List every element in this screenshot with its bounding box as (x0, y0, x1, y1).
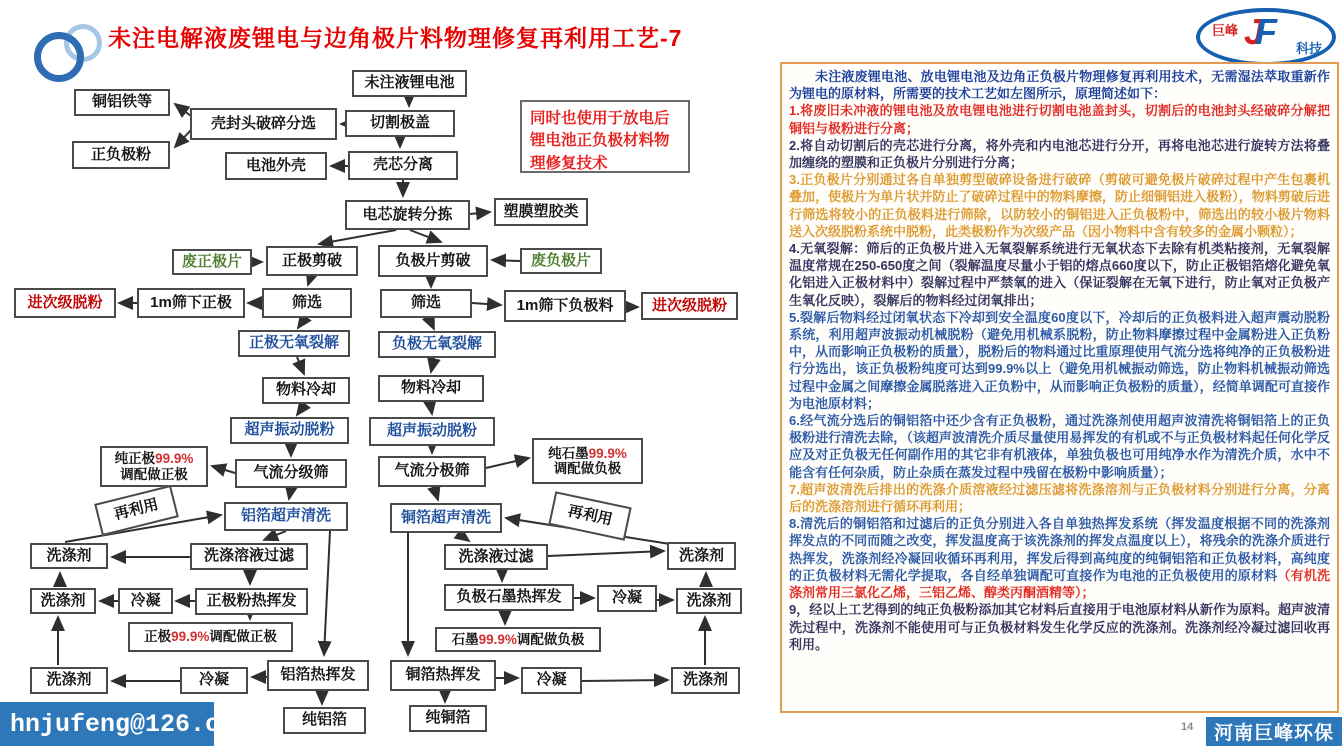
flow-node-airflow-sieve-right: 气流分极筛 (378, 456, 486, 487)
company-name: 河南巨峰环保 (1213, 723, 1334, 744)
flow-node-condense-4: 冷凝 (521, 667, 582, 694)
company-footer-box (1206, 717, 1342, 746)
flow-node-al-foil-clean: 铝箔超声清洗 (224, 502, 348, 531)
flow-node-plastic-film: 塑膜塑胶类 (494, 198, 588, 226)
flow-node-pure-graphite: 纯石墨99.9% 调配做负极 (532, 438, 643, 484)
flow-node-pos-powder-evap: 正极粉热挥发 (195, 588, 308, 615)
flow-node-shell-head: 壳封头破碎分选 (190, 108, 337, 140)
panel-item-9: 9，经以上工艺得到的纯正负极粉添加其它材料后直接用于电池原材料从新作为原料。超声波清洗过程中，洗涤剂不能使用可与正负极材料发生化学反应的洗涤剂。洗涤剂经冷凝过滤回收再利用。 (789, 602, 1330, 652)
flow-node-pos-shear: 正极剪破 (266, 246, 358, 276)
panel-item-4: 4.无氧裂解：筛后的正负极片进入无氧裂解系统进行无氧状态下去除有机类粘接剂，无氧裂解温度常规在250-650度之间（裂解温度尽量小于铝的熔点660度以下，防止正极铝箔熔化避免氧化铝进入正极材料中）裂解过程中严禁氧的进入（保证裂解在无氧下进行，防止氧对正负极产生氧化反映），裂解后的物料经过闭氧排出； (789, 241, 1330, 308)
company-logo (1196, 8, 1336, 66)
flow-node-wash-solution-filter: 洗涤溶液过滤 (190, 543, 308, 570)
flow-node-waste-pos-sheet: 废正极片 (172, 249, 252, 275)
flow-node-detergent-5: 洗涤剂 (676, 588, 742, 614)
flow-node-cu-foil-evap: 铜箔热挥发 (390, 660, 496, 691)
panel-item-5: 5.裂解后物料经过闭氧状态下冷却到安全温度60度以下，冷却后的正负极料进入超声震动脱粉系统，利用超声波振动机械脱粉（避免用机械系脱粉，防止物料摩擦过程中金属粉进入正负粉中，从而影响正负极粉的质量），脱粉后的物料通过比重原理使用气流分选将纯净的正负极粉进行分选出，该正负极粉纯度可达到99.9%以上（避免用机械振动筛选，防止物料机械振动筛选过程中金属之间摩擦金属脱落进入正负粉中，从而影响正负极粉的质量），经简单调配可直接作为电池原材料； (789, 309, 1330, 411)
panel-item-6: 6.经气流分选后的铜铝箔中还少含有正负极粉，通过洗涤剂使用超声波清洗将铜铝箔上的正负极粉进行清洗去除，（该超声波清洗介质尽量使用易挥发的有机或不与正负极材料起任何化学反应及对正负极无任何副作用的其它非有机液体，单独负极也可用纯净水作为清洗介质，水中不能含有任何杂质，防止杂质在蒸发过程中残留在极粉中影响质量）； (789, 413, 1330, 480)
flow-node-battery-shell: 电池外壳 (225, 152, 327, 180)
flow-node-next-depowder-right: 进次级脱粉 (641, 292, 738, 320)
flow-node-detergent-3: 洗涤剂 (30, 667, 108, 694)
flow-node-wash-liquid-filter: 洗涤液过滤 (444, 544, 548, 570)
flow-node-cut-cap: 切割极盖 (345, 110, 455, 137)
flow-node-next-depowder-left: 进次级脱粉 (14, 288, 116, 318)
flow-node-airflow-sieve-left: 气流分级筛 (235, 459, 347, 488)
flow-node-condense-3: 冷凝 (597, 585, 657, 612)
logo-text-top: 巨峰 (1212, 23, 1239, 38)
panel-item-7: 7.超声波清洗后排出的洗涤介质溶液经过滤压滤将洗涤溶剂与正负极材料分别进行分离，分离后的洗涤溶剂进行循环再利用； (789, 481, 1330, 515)
flow-node-reuse-left: 再利用 (94, 485, 179, 536)
flow-node-pure-cu-foil: 纯铜箔 (409, 705, 487, 732)
flow-node-neg-pyrolysis: 负极无氧裂解 (378, 331, 496, 358)
rings-logo-icon (32, 22, 104, 70)
email-text: hnjufeng@126.com (10, 709, 251, 739)
flow-node-sieve-right: 筛选 (380, 289, 472, 318)
description-panel (780, 62, 1339, 713)
jf-monogram-icon: JF (1244, 11, 1269, 52)
logo-text-bottom: 科技 (1295, 41, 1322, 56)
flow-node-detergent-2: 洗涤剂 (30, 588, 96, 614)
panel-item-8-red-note: （有机洗涤剂常用三氯化乙烯，三铝乙烯、醇类丙酮酒精等）； (789, 567, 1330, 601)
flow-node-reuse-right: 再利用 (548, 491, 631, 540)
flow-node-under-sieve-pos: 1m筛下正极 (137, 288, 245, 318)
flow-node-core-rotate-sort: 电芯旋转分拣 (345, 200, 470, 230)
flow-node-detergent-1: 洗涤剂 (30, 543, 108, 569)
flow-node-al-foil-evap: 铝箔热挥发 (267, 660, 369, 691)
flow-node-detergent-4: 洗涤剂 (667, 542, 736, 570)
flow-node-shell-core-separate: 壳芯分离 (348, 151, 458, 180)
flow-node-pure-al-foil: 纯铝箔 (283, 707, 366, 734)
flow-node-cu-foil-clean: 铜箔超声清洗 (390, 503, 502, 533)
flow-node-condense-2: 冷凝 (180, 667, 248, 694)
big-ring-icon (34, 32, 84, 82)
note-box: 同时也使用于放电后锂电池正负极材料物理修复技术 (520, 100, 690, 173)
flow-node-neg-graphite-evap: 负极石墨热挥发 (444, 584, 574, 611)
flow-node-ultrasonic-depowder-left: 超声振动脱粉 (230, 417, 349, 444)
flow-node-pos-final: 正极99.9%调配做正极 (128, 622, 293, 652)
panel-item-3: 3.正负极片分别通过各自单独剪型破碎设备进行破碎（剪破可避免极片破碎过程中产生包裹机叠加，使极片为单片状并防止了破碎过程中的物料摩擦，防止细铜铝进入极粉），物料剪破后进行筛选将较小的正负极料进行筛除，以防较小的铜铝进入正负极粉中，筛选出的较小极片物料送入次级脱粉系统中脱粉，此类极粉作为次级产品（因小物料中含有较多的金属小颗粒）； (789, 172, 1330, 239)
flow-node-sieve-left: 筛选 (262, 288, 352, 318)
page-number: 14 (1181, 721, 1194, 733)
flow-node-pn-powder: 正负极粉 (72, 141, 170, 169)
flow-node-under-sieve-neg: 1m筛下负极料 (504, 290, 626, 322)
panel-item-1: 1.将废旧未冲液的锂电池及放电锂电池进行切割电池盖封头，切割后的电池封头经破碎分解把铜铝与极粉进行分离； (789, 103, 1330, 136)
flow-node-graphite-final: 石墨99.9%调配做负极 (435, 627, 601, 652)
panel-item-2: 2.将自动切割后的壳芯进行分离，将外壳和内电池芯进行分开，再将电池芯进行旋转方法将叠加缠绕的塑膜和正负极片分别进行分离； (789, 137, 1330, 171)
page-title: 未注电解液废锂电与边角极片料物理修复再利用工艺-7 (108, 25, 683, 51)
flow-node-cool-right: 物料冷却 (378, 375, 484, 402)
flow-node-cool-left: 物料冷却 (262, 377, 350, 404)
flow-node-condense-1: 冷凝 (118, 588, 173, 614)
flow-node-detergent-6: 洗涤剂 (671, 667, 740, 694)
flow-node-ultrasonic-depowder-right: 超声振动脱粉 (369, 417, 495, 446)
flow-node-battery: 未注液锂电池 (352, 70, 467, 97)
flow-node-neg-shear: 负极片剪破 (378, 245, 488, 277)
flow-node-waste-neg-sheet: 废负极片 (520, 248, 602, 274)
email-bar (0, 702, 251, 746)
panel-item-8: 8.清洗后的铜铝箔和过滤后的正负分别进入各自单独热挥发系统（挥发温度根据不同的洗涤剂挥发点的不同而随之改变，挥发温度高于该洗涤剂的挥发点温度以上），将残余的洗涤介质进行热挥发，洗涤剂经冷凝回收循环再利用，挥发后得到高纯度的纯铜铝箔和正负极材料，高纯度的正负极材料无需化学提取，各自经单独调配可直接作为电池的正负极使用的原材料（有机洗涤剂常用三氯化乙烯，三铝乙烯、醇类丙酮酒精等）； (789, 516, 1330, 601)
flow-node-pure-pos-powder: 纯正极99.9% 调配做正极 (100, 446, 208, 487)
flow-node-pos-pyrolysis: 正极无氧裂解 (238, 330, 350, 357)
flow-node-cu-al-fe: 铜铝铁等 (74, 89, 170, 116)
panel-intro: 未注液废锂电池、放电锂电池及边角正负极片物理修复再利用技术，无需湿法萃取重新作为锂电的原材料，所需要的技术工艺如左图所示，原理简述如下： (789, 69, 1330, 102)
